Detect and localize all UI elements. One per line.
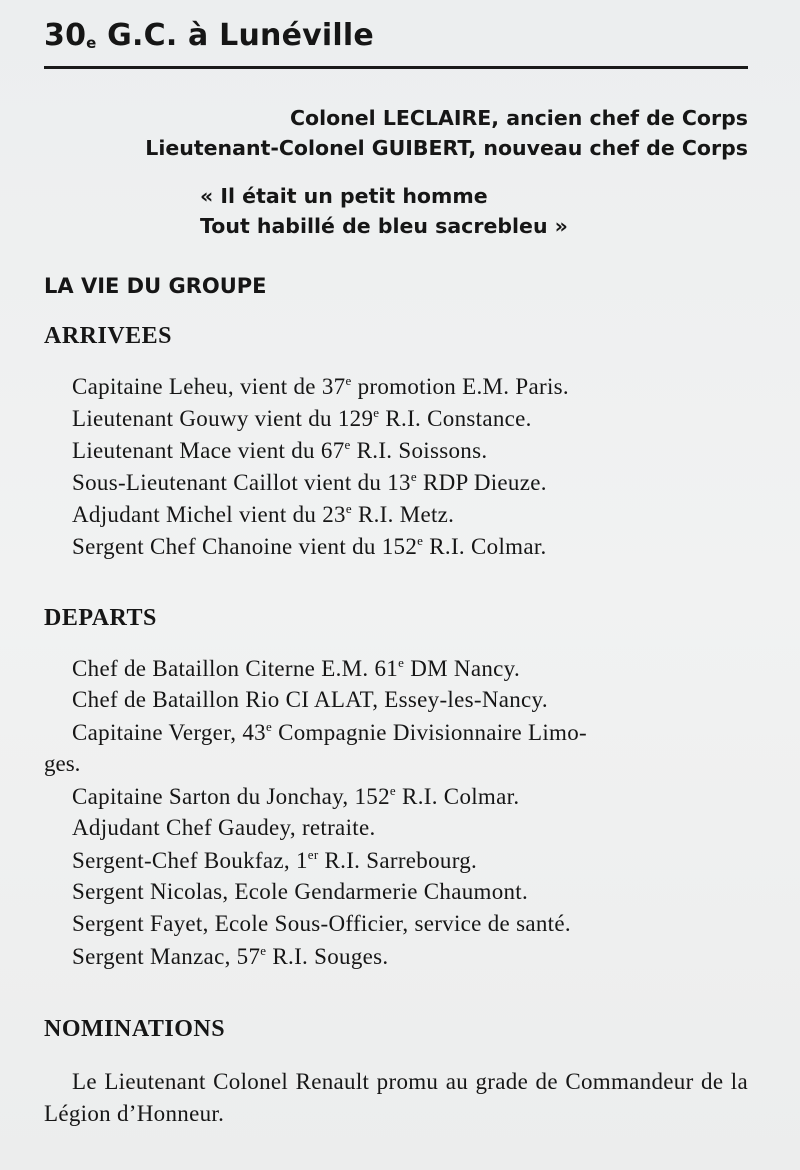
- arrivees-item: [72, 469, 547, 496]
- commander-line-former: Colonel LECLAIRE, ancien chef de Corps: [289, 106, 748, 130]
- departs-item: [72, 879, 528, 905]
- item-text: Sergent Fayet, Ecole Sous-Officier, service de santé.: [72, 911, 571, 936]
- departs-item: [72, 815, 376, 841]
- item-text: Sous-Lieutenant Caillot vient du 13: [72, 470, 411, 495]
- item-text: Sergent-Chef Boukfaz, 1: [72, 848, 308, 873]
- item-text-rest: R.I. Metz.: [351, 502, 455, 527]
- item-text: Capitaine Verger, 43: [72, 720, 266, 745]
- item-text-rest: Compagnie Divisionnaire Limo-: [272, 720, 587, 745]
- item-text-rest: R.I. Soissons.: [350, 438, 488, 463]
- item-text: Sergent Nicolas, Ecole Gendarmerie Chaumont.: [72, 879, 529, 904]
- item-text-rest: promotion E.M. Paris.: [351, 374, 569, 399]
- item-text: Lieutenant Gouwy vient du 129: [72, 406, 374, 431]
- quote-line-2: Tout habillé de bleu sacrebleu »: [200, 214, 568, 238]
- item-text: Capitaine Sarton du Jonchay, 152: [72, 784, 390, 809]
- item-text: Sergent Chef Chanoine vient du 152: [72, 534, 418, 559]
- item-text: Sergent Manzac, 57: [72, 944, 261, 969]
- ordinal-suffix: er: [307, 847, 319, 862]
- arrivees-item: [72, 437, 487, 464]
- title-suffix: e: [86, 34, 97, 52]
- item-text-rest: R.I. Sarrebourg.: [318, 848, 478, 873]
- title-rule: [44, 66, 748, 69]
- departs-item-continuation: ges.: [44, 751, 81, 776]
- departs-item: [72, 687, 548, 713]
- ordinal-suffix: e: [265, 719, 273, 734]
- arrivees-item: [72, 373, 569, 400]
- ordinal-suffix: e: [344, 437, 351, 452]
- item-text: Chef de Bataillon Rio CI ALAT, Essey-les-Nancy.: [72, 687, 548, 712]
- page-title: [44, 18, 374, 53]
- item-text-rest: DM Nancy.: [404, 656, 521, 681]
- quote-line-1: « Il était un petit homme: [200, 184, 488, 208]
- arrivees-item: [72, 501, 454, 528]
- ordinal-suffix: e: [389, 783, 396, 798]
- commander-line-new: Lieutenant-Colonel GUIBERT, nouveau chef de Corps: [145, 136, 748, 160]
- arrivees-item: [72, 533, 547, 560]
- ordinal-suffix: e: [417, 533, 424, 548]
- ordinal-suffix: e: [345, 501, 352, 516]
- section-title: LA VIE DU GROUPE: [44, 274, 267, 298]
- item-text-rest: R.I. Colmar.: [396, 784, 520, 809]
- departs-item: [72, 911, 571, 937]
- nominations-heading: NOMINATIONS: [44, 1016, 226, 1042]
- ordinal-suffix: e: [373, 405, 380, 420]
- arrivees-item: [72, 405, 532, 432]
- arrivees-heading: ARRIVEES: [44, 323, 173, 349]
- item-text: Capitaine Leheu, vient de 37: [72, 374, 346, 399]
- departs-item: [72, 943, 388, 970]
- ordinal-suffix: e: [345, 373, 352, 388]
- ordinal-suffix: e: [260, 943, 267, 958]
- departs-item: [72, 655, 520, 682]
- departs-item: [72, 847, 477, 874]
- title-number: 30: [44, 18, 87, 53]
- nominations-text: Le Lieutenant Colonel Renault promu au grade de Commandeur de la Légion d’Honneur.: [44, 1069, 748, 1126]
- item-text-rest: R.I. Constance.: [379, 406, 532, 431]
- item-text: Chef de Bataillon Citerne E.M. 61: [72, 656, 399, 681]
- departs-heading: DEPARTS: [44, 605, 157, 631]
- item-text: Lieutenant Mace vient du 67: [72, 438, 345, 463]
- item-text-rest: R.I. Colmar.: [423, 534, 547, 559]
- departs-item: [72, 783, 519, 810]
- item-text: Adjudant Chef Gaudey, retraite.: [72, 815, 376, 840]
- departs-item: [72, 719, 587, 746]
- item-text-rest: RDP Dieuze.: [416, 470, 547, 495]
- ordinal-suffix: e: [398, 655, 405, 670]
- title-rest: G.C. à Lunéville: [96, 18, 374, 53]
- item-text-rest: R.I. Souges.: [266, 944, 389, 969]
- item-text: Adjudant Michel vient du 23: [72, 502, 346, 527]
- ordinal-suffix: e: [410, 469, 417, 484]
